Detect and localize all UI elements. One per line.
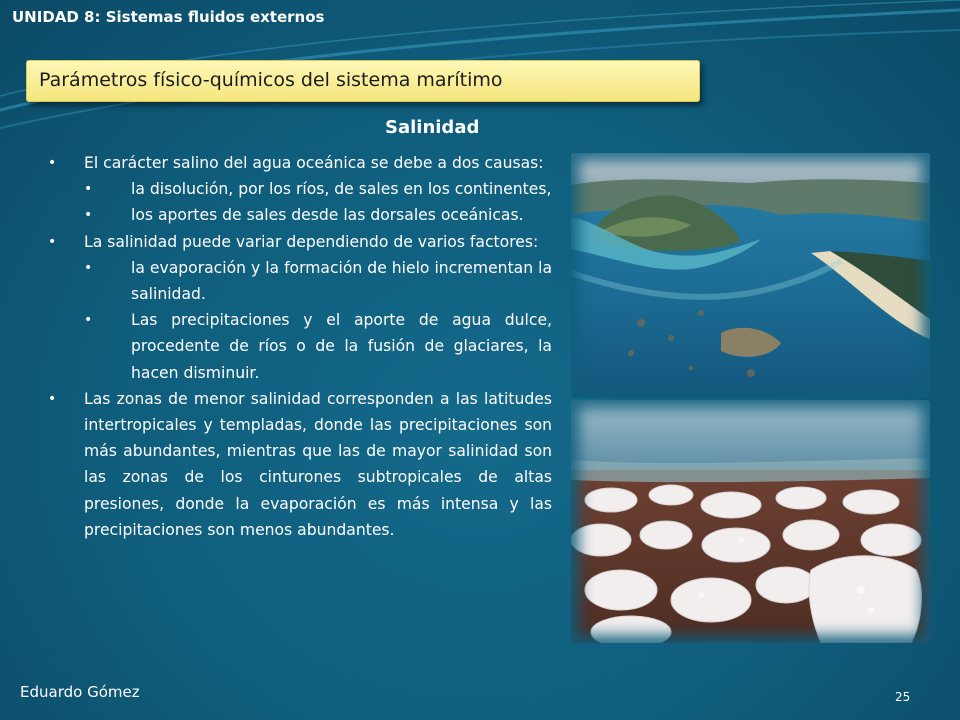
sub-bullet-text: los aportes de sales desde las dorsales oceánicas. [131,206,524,225]
sub-bullet-text: la evaporación y la formación de hielo incrementan la salinidad. [131,258,552,304]
section-heading: Salinidad [385,117,480,138]
author-name: Eduardo Gómez [20,683,140,701]
aerial-estuary-photo [571,153,930,398]
bullet-text: El carácter salino del agua oceánica se debe a dos causas: [84,154,544,172]
bullet-icon: • [84,259,93,276]
bullet-item [48,386,552,543]
bullet-text: La salinidad puede variar dependiendo de varios factores: [84,232,539,251]
bullet-icon: • [84,181,93,198]
bullet-item [48,150,552,176]
bullet-list [48,150,552,543]
slide-title: Parámetros físico-químicos del sistema marítimo [39,69,503,91]
unit-title: UNIDAD 8: Sistemas fluidos externos [12,8,325,26]
sub-bullet-item [84,255,552,307]
sub-bullet-item [84,202,552,228]
slide-title-box [26,60,700,102]
bullet-icon: • [48,390,57,407]
page-number: 25 [895,690,911,704]
sub-bullet-item [84,307,552,386]
sub-bullet-text: la disolución, por los ríos, de sales en los continentes, [131,180,552,199]
sub-bullet-text: Las precipitaciones y el aporte de agua dulce, procedente de ríos o de la fusión de glaciares, la hacen disminuir. [131,311,552,382]
sub-bullet-item [84,176,552,202]
bullet-text: Las zonas de menor salinidad corresponden a las latitudes intertropicales y templadas, donde las precipitaciones son más abundantes, mientras que las de mayor salinidad son las zonas de los cinturones subtropicales de altas presiones, donde la evaporación es más intensa y las precipitaciones son menos abundantes. [84,389,552,539]
bullet-item [48,229,552,255]
bullet-icon: • [84,312,93,329]
salt-crystal-shore-photo [571,400,930,643]
bullet-icon: • [84,207,93,224]
bullet-icon: • [48,155,57,171]
bullet-icon: • [48,233,57,250]
